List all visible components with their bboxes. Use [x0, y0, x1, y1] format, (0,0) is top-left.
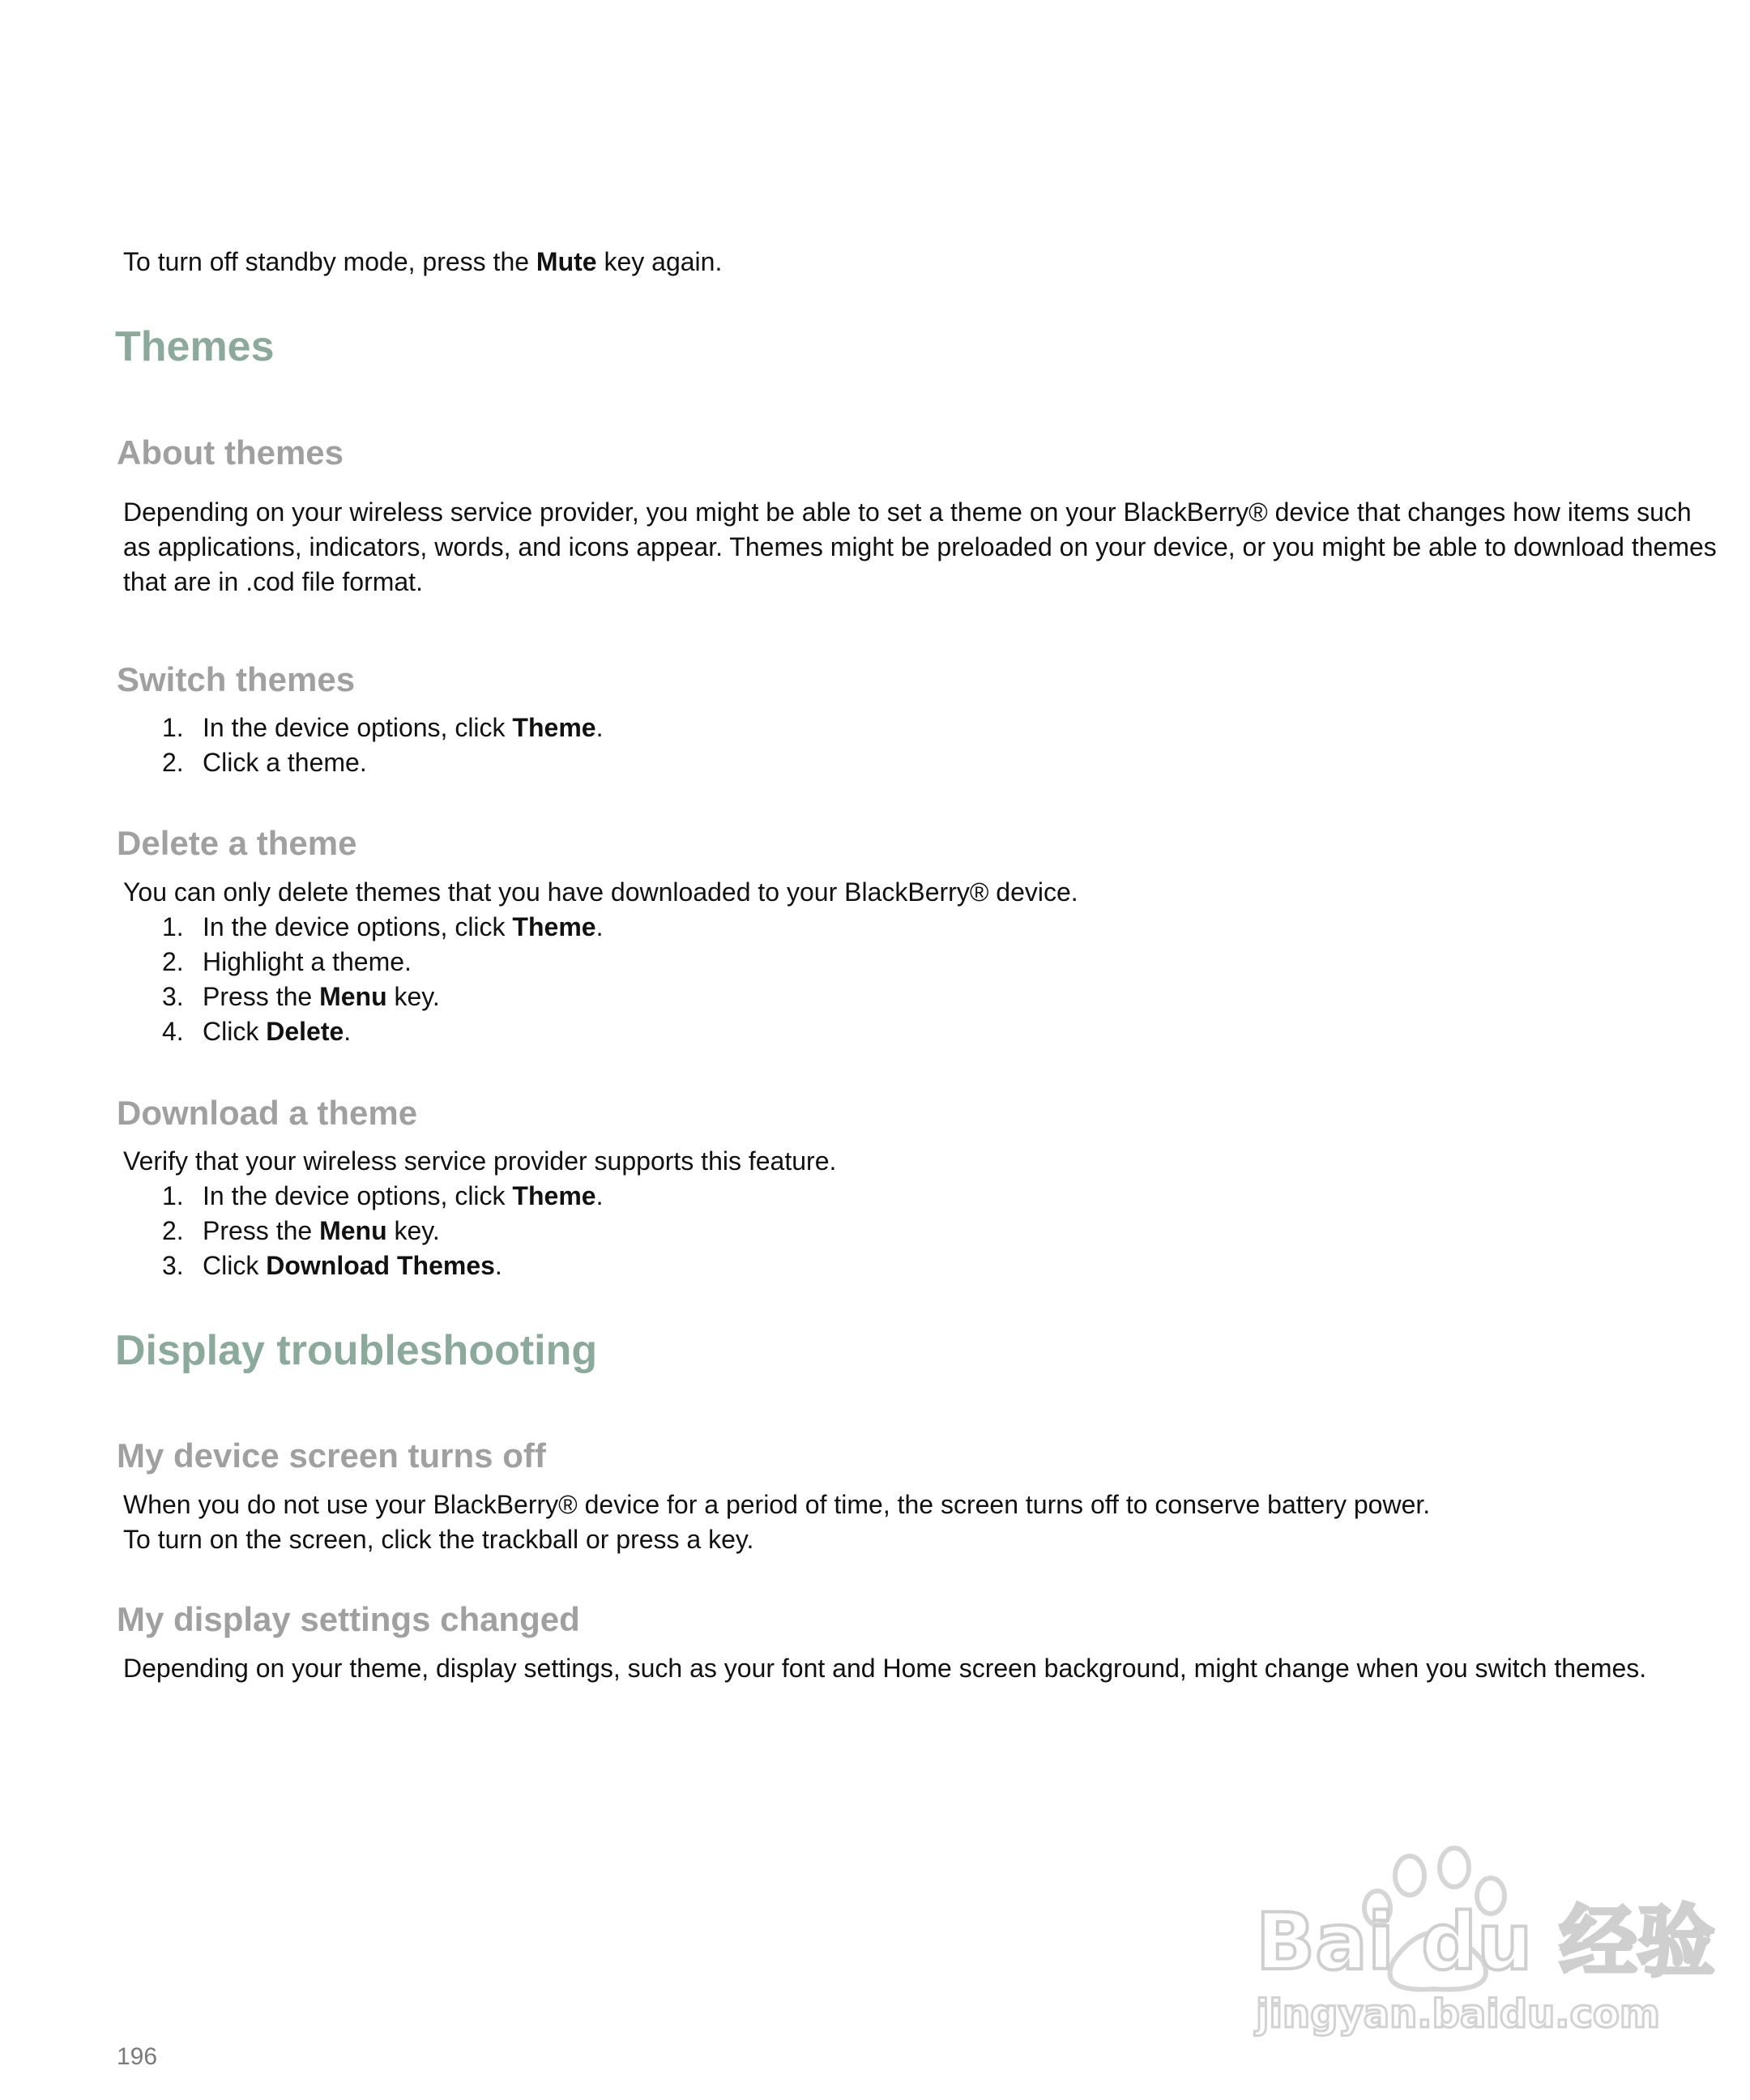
about-themes-heading: About themes — [117, 433, 344, 472]
list-item: 1. In the device options, click Theme. — [162, 912, 604, 941]
baidu-jingyan-watermark — [1240, 1839, 1715, 2042]
download-theme-heading: Download a theme — [117, 1094, 418, 1132]
screen-off-heading: My device screen turns off — [117, 1436, 546, 1475]
switch-themes-steps — [162, 711, 603, 780]
watermark-logo-text: Bai du 经验 — [1256, 1897, 1715, 1987]
download-theme-steps — [162, 1179, 603, 1283]
list-item: 3. Click Download Themes. — [162, 1251, 502, 1280]
list-item: 2. Highlight a theme. — [162, 947, 412, 976]
delete-theme-intro: You can only delete themes that you have downloaded to your BlackBerry® device. — [123, 877, 1078, 907]
list-item: 2. Press the Menu key. — [162, 1216, 440, 1245]
list-item: 3. Press the Menu key. — [162, 982, 440, 1011]
switch-themes-heading: Switch themes — [117, 660, 356, 698]
page-number: 196 — [117, 2043, 158, 2070]
list-item: 2. Click a theme. — [162, 748, 367, 777]
delete-theme-heading: Delete a theme — [117, 824, 357, 862]
display-troubleshooting-title: Display troubleshooting — [115, 1327, 598, 1374]
list-item: 4. Click Delete. — [162, 1017, 352, 1046]
delete-theme-steps — [162, 910, 603, 1049]
about-themes-paragraph: Depending on your wireless service provider, you might be able to set a theme on your BlackBerry® device that changes how items such as applications, indicators, words, and icons appear. Themes might be preloaded on your device, or you might be able to download themes that are in .cod file format. — [123, 497, 1717, 596]
standby-paragraph: To turn off standby mode, press the Mute key again. — [123, 247, 723, 276]
list-item: 1. In the device options, click Theme. — [162, 1181, 604, 1210]
settings-changed-heading: My display settings changed — [117, 1600, 580, 1638]
settings-changed-paragraph: Depending on your theme, display settings, such as your font and Home screen background, might change when you switch themes. — [123, 1654, 1647, 1683]
mute-key-label: Mute — [536, 247, 597, 276]
watermark-url: jingyan.baidu.com — [1256, 1991, 1660, 2037]
list-item: 1. In the device options, click Theme. — [162, 713, 604, 742]
themes-title: Themes — [115, 323, 275, 370]
download-theme-intro: Verify that your wireless service provider supports this feature. — [123, 1146, 837, 1176]
screen-off-paragraph: When you do not use your BlackBerry® device for a period of time, the screen turns off to conserve battery power. To turn on the screen, click the trackball or press a key. — [123, 1490, 1431, 1554]
